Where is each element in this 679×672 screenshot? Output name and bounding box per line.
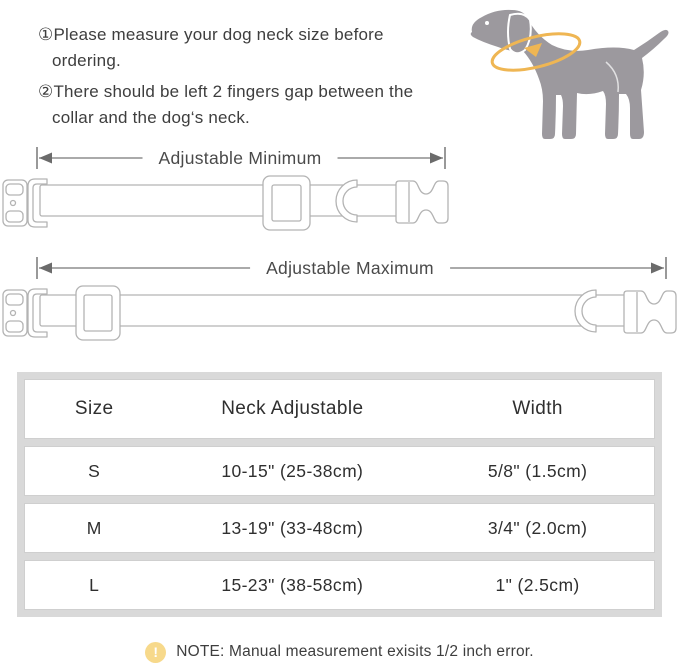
dog-silhouette [471,10,669,139]
cell-neck: 15-23" (38-58cm) [221,574,364,595]
collar-minimum-diagram [0,168,679,240]
adjustable-maximum-label: Adjustable Maximum [250,256,450,280]
collar-strap [40,295,640,326]
tri-glide-slider [263,176,310,230]
measurement-note [0,640,679,664]
measuring-instructions [38,22,456,136]
instruction-line-2: ②There should be left 2 fingers gap between the collar and the dog‘s neck. [38,82,414,127]
collar-maximum-diagram [0,278,679,350]
exclamation-circle-icon: ! [145,642,166,663]
size-table-row-l [24,560,655,610]
column-header-neck-adjustable: Neck Adjustable [221,398,364,419]
instruction-line-1: ①Please measure your dog neck size before ordering. [38,25,384,70]
size-table-row-m [24,503,655,553]
buckle-female [396,181,448,223]
cell-width: 5/8" (1.5cm) [487,460,588,481]
column-header-width: Width [512,398,563,419]
cell-width: 3/4" (2.0cm) [487,517,588,538]
buckle-male [3,290,27,336]
cell-size: L [89,574,100,595]
column-header-size: Size [74,398,114,419]
cell-size: S [88,460,101,481]
buckle-female [624,291,676,333]
dog-eye [485,21,489,25]
cell-width: 1" (2.5cm) [495,574,580,595]
adjustable-minimum-arrow [0,146,679,170]
dog-illustration [460,2,674,150]
adjustable-minimum-label: Adjustable Minimum [143,146,338,170]
cell-neck: 13-19" (33-48cm) [221,517,364,538]
tri-glide-slider [76,286,120,340]
note-text: NOTE: Manual measurement exisits 1/2 inch error. [176,643,534,660]
size-table-header-row [24,379,655,439]
cell-size: M [86,517,102,538]
size-table [17,372,662,617]
cell-neck: 10-15" (25-38cm) [221,460,364,481]
size-table-row-s [24,446,655,496]
buckle-male [3,180,27,226]
